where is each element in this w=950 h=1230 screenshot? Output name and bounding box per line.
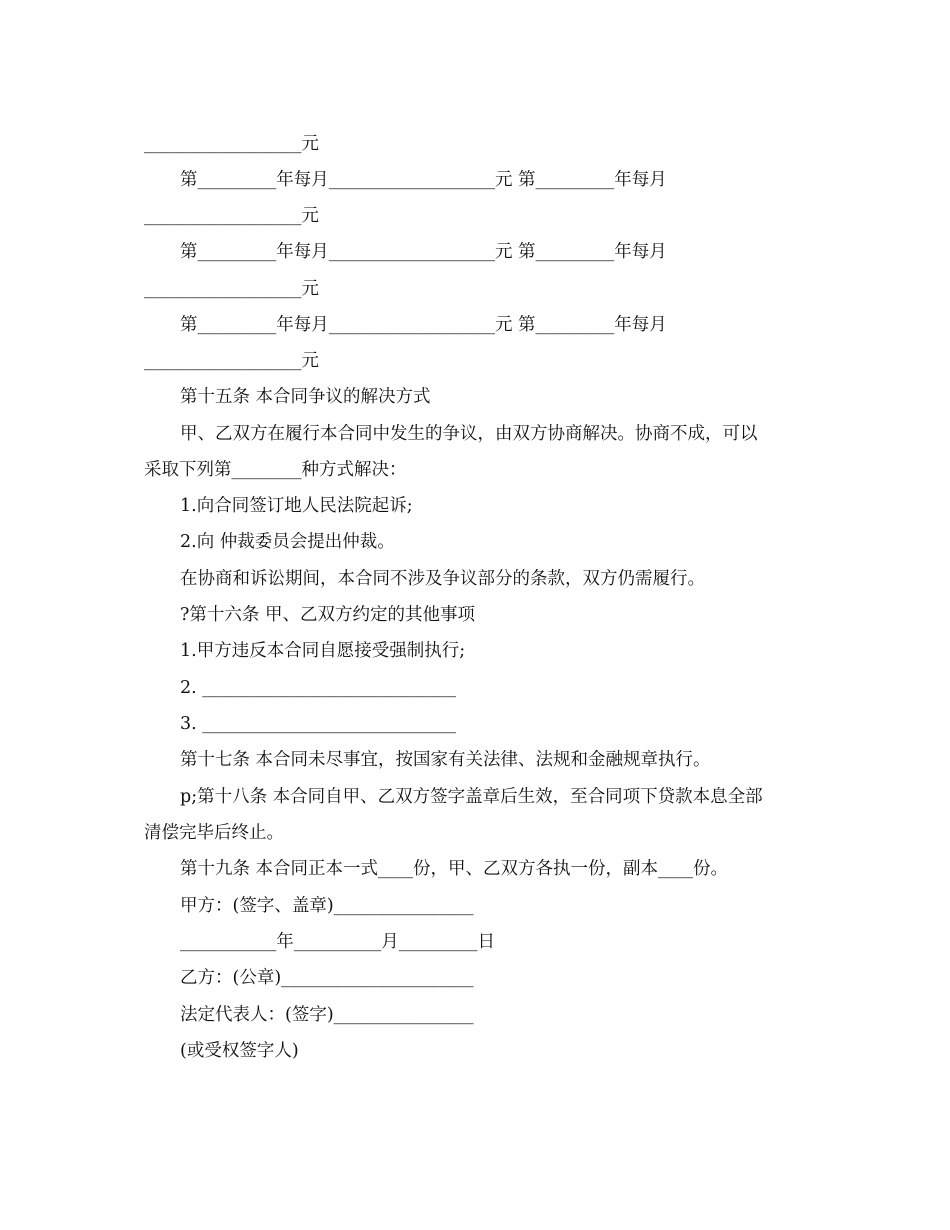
text-line: 第_________年每月___________________元 第_________年每月: [180, 242, 667, 262]
list-item: 1.向合同签订地人民法院起诉;: [180, 496, 413, 516]
text-line: __________________元: [144, 206, 319, 226]
text-line: 第_________年每月___________________元 第_________年每月: [180, 315, 667, 335]
text-line: 采取下列第________种方式解决：: [144, 460, 407, 480]
signature-line: 乙方：(公章)______________________: [180, 968, 474, 988]
list-item: 3. _____________________________: [180, 714, 457, 734]
text-line: __________________元: [144, 351, 319, 371]
section-heading: p;第十八条 本合同自甲、乙双方签字盖章后生效，至合同项下贷款本息全部: [180, 787, 763, 807]
section-heading: 第十七条 本合同未尽事宜，按国家有关法律、法规和金融规章执行。: [180, 750, 711, 770]
signature-line: 法定代表人：(签字)________________: [180, 1005, 474, 1025]
section-heading: ?第十六条 甲、乙双方约定的其他事项: [180, 605, 475, 625]
text-line: 清偿完毕后终止。: [144, 823, 284, 843]
text-line: 第_________年每月___________________元 第_________年每月: [180, 170, 667, 190]
text-line: (或受权签字人): [180, 1041, 299, 1061]
section-heading: 第十五条 本合同争议的解决方式: [180, 387, 431, 407]
text-line: __________________元: [144, 279, 319, 299]
list-item: 1.甲方违反本合同自愿接受强制执行;: [180, 641, 466, 661]
text-line: __________________元: [144, 134, 319, 154]
signature-line: 甲方：(签字、盖章)________________: [180, 896, 474, 916]
date-line: ___________年__________月_________日: [180, 932, 495, 952]
text-line: 在协商和诉讼期间，本合同不涉及争议部分的条款，双方仍需履行。: [180, 569, 705, 589]
section-heading: 第十九条 本合同正本一式____份，甲、乙双方各执一份，副本____份。: [180, 859, 729, 879]
text-line: 甲、乙双方在履行本合同中发生的争议，由双方协商解决。协商不成，可以: [180, 424, 758, 444]
list-item: 2. _____________________________: [180, 678, 457, 698]
list-item: 2.向 仲裁委员会提出仲裁。: [180, 532, 395, 552]
